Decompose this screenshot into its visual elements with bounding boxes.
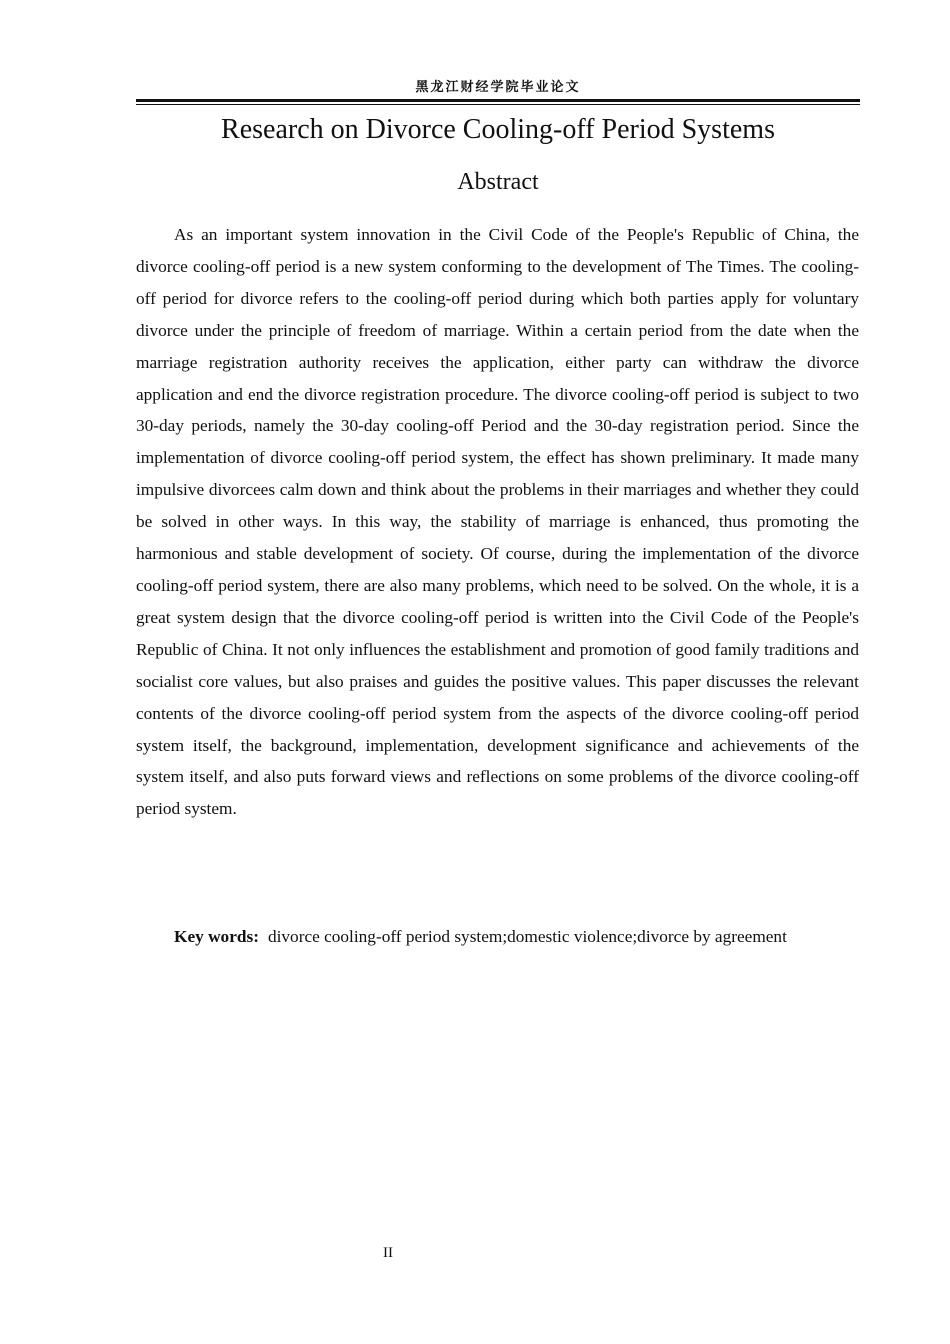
keywords-text: divorce cooling-off period system;domestic violence;divorce by agreement: [267, 927, 787, 946]
running-header: 黑龙江财经学院毕业论文: [415, 80, 581, 95]
header-rule-thick: [136, 99, 860, 102]
header-double-rule: [136, 99, 860, 105]
page-number: II: [383, 1245, 393, 1261]
keywords-label: Key words:: [174, 927, 259, 946]
document-title: Research on Divorce Cooling-off Period Systems: [221, 114, 775, 145]
abstract-body: As an important system innovation in the Civil Code of the People's Republic of China, the divorce cooling-off period is a new system conforming to the development of The Times. The cooling-off period for divorce refers to the cooling-off period during which both parties apply for voluntary divorce under the principle of freedom of marriage. Within a certain period from the date when the marriage registration authority receives the application, either party can withdraw the divorce application and end the divorce registration procedure. The divorce cooling-off period is subject to two 30-day periods, namely the 30-day cooling-off Period and the 30-day registration period. Since the implementation of divorce cooling-off period system, the effect has shown preliminary. It made many impulsive divorcees calm down and think about the problems in their marriages and whether they could be solved in other ways. In this way, the stability of marriage is enhanced, thus promoting the harmonious and stable development of society. Of course, during the implementation of the divorce cooling-off period system, there are also many problems, which need to be solved. On the whole, it is a great system design that the divorce cooling-off period is written into the Civil Code of the People's Republic of China. It not only influences the establishment and promotion of good family traditions and socialist core values, but also praises and guides the positive values. This paper discusses the relevant contents of the divorce cooling-off period system from the aspects of the divorce cooling-off period system itself, the background, implementation, development significance and achievements of the system itself, and also puts forward views and reflections on some problems of the divorce cooling-off period system.: [136, 225, 859, 819]
header-rule-thin: [136, 104, 860, 105]
abstract-heading: Abstract: [457, 169, 539, 195]
keywords-line: [174, 922, 874, 952]
